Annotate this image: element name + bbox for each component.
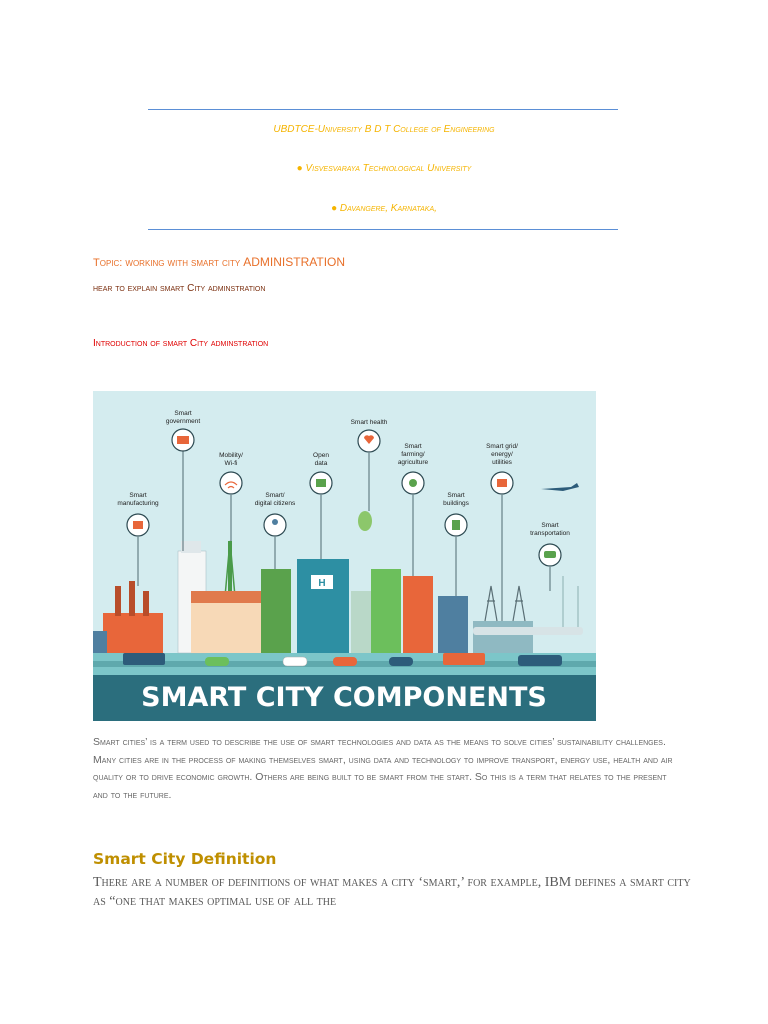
topic-prefix: Topic: working with smart city: [93, 257, 244, 269]
label-mobility-1: Mobility/: [219, 452, 243, 459]
smart-city-infographic: [93, 391, 596, 721]
label-farming-2: farming/: [401, 451, 425, 458]
top-divider: [148, 109, 618, 110]
location: ● Davangere, Karnataka,: [331, 203, 437, 214]
bus: [518, 655, 562, 666]
subtitle: hear to explain smart City adminstration: [93, 283, 266, 294]
label-grid-2: energy/: [491, 451, 513, 458]
label-manufacturing-1: Smart: [129, 492, 147, 499]
banner-title: SMART CITY COMPONENTS: [141, 682, 547, 713]
apartment-green: [371, 569, 401, 653]
label-manufacturing-2: manufacturing: [117, 500, 159, 507]
label-government-2: government: [165, 418, 201, 425]
topic-line: [93, 255, 345, 269]
label-transportation-1: Smart: [541, 522, 559, 529]
wifi-icon: [220, 472, 242, 494]
topic-emphasis: ADMINISTRATION: [243, 255, 346, 269]
svg-text:H: H: [318, 578, 326, 589]
label-government-1: Smart: [174, 410, 192, 417]
hospital-building: [297, 559, 349, 653]
label-farming-3: agriculture: [397, 459, 429, 466]
label-health: Smart health: [350, 419, 388, 426]
definition-text: There are a number of definitions of what makes a city ‘smart,’ for example, IBM defines a smart city as “one that makes optimal use of all the: [93, 875, 691, 909]
intro-paragraph: Smart cities’ is a term used to describe the use of smart technologies and data as the means to solve cities’ sustainability challenges. Many cities are in the process of making themselves smart, using data and technology to improve transport, energy use, health and air quality or to drive economic growth. Others are being built to be smart from the start. So this is a term that relates to the present and to the future.: [93, 736, 673, 801]
bottom-divider: [148, 229, 618, 230]
intro-heading: Introduction of smart City adminstration: [93, 338, 269, 349]
apartment-orange: [403, 576, 433, 653]
label-opendata-2: data: [314, 460, 328, 467]
label-citizens-2: digital citizens: [254, 500, 296, 507]
train: [473, 627, 583, 635]
definition-heading: Smart City Definition: [93, 850, 277, 868]
label-grid-1: Smart grid/: [486, 443, 518, 450]
svg-text:Opendata: [313, 452, 329, 467]
truck: [123, 653, 165, 665]
label-mobility-2: Wi-fi: [224, 460, 238, 467]
university-name: ● Visvesvaraya Technological University: [296, 163, 472, 174]
label-buildings-1: Smart: [447, 492, 465, 499]
balloon: [358, 511, 372, 531]
label-transportation-2: transportation: [530, 530, 570, 537]
label-buildings-2: buildings: [443, 500, 469, 507]
label-grid-3: utilities: [492, 459, 512, 466]
green-building: [261, 569, 291, 653]
town-hall: [191, 601, 271, 653]
college-name: UBDTCE-University B D T College of Engineering: [273, 124, 495, 135]
label-citizens-1: Smart/: [265, 492, 285, 499]
label-farming-1: Smart: [404, 443, 422, 450]
label-opendata-1: Open: [313, 452, 329, 459]
